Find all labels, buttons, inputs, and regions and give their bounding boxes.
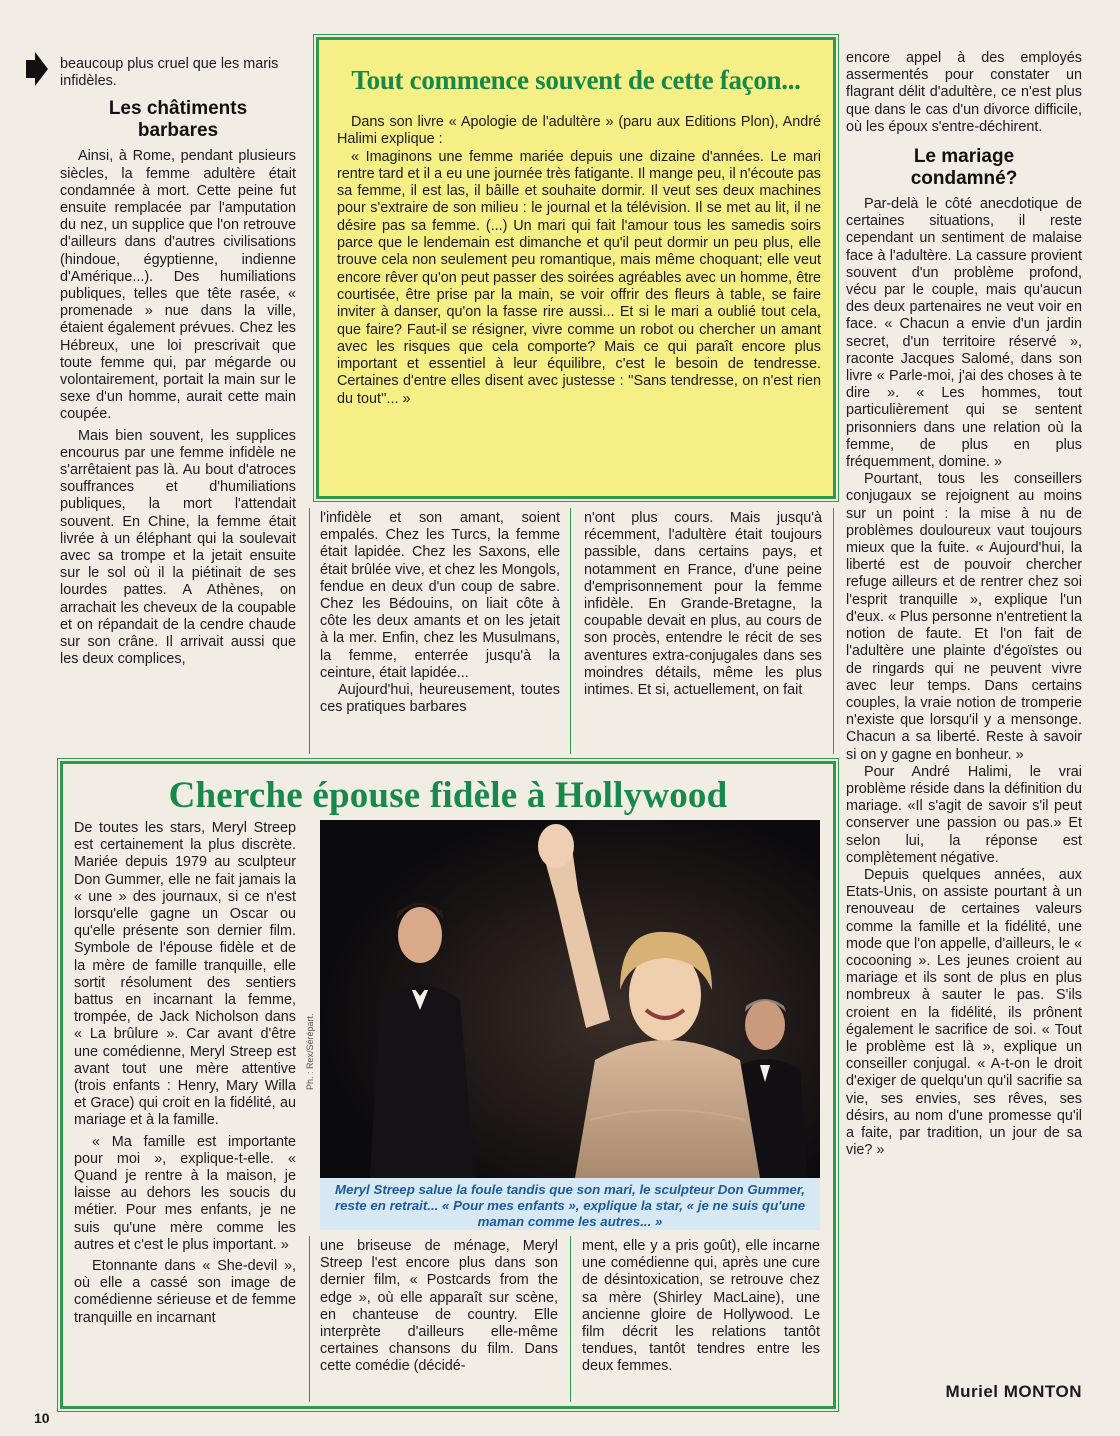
author-signature: Muriel MONTON [945, 1382, 1082, 1401]
column-mid-a-paragraph: Aujourd'hui, heureusement, toutes ces pratiques barbares [320, 682, 560, 716]
sidebar-box-title: Tout commence souvent de cette façon... [351, 65, 801, 95]
column-divider [309, 1236, 310, 1402]
page-number: 10 [34, 1410, 50, 1426]
column-mid-a [320, 510, 560, 754]
sidebar-box-paragraph: « Imaginons une femme mariée depuis une dizaine d'années. Le mari rentre tard et il a eu une journée très fatigante. Il mange peu, il n'écoute pas sa femme, il est las, il bâille et souhaite dormir. Il veut ses deux machines pour s'extraire de son milieu : le journal et la télévision. Il se met au lit, il ne désire pas sa femme. (...) Un mari qui fait l'amour tous les samedis soirs parce que le lendemain est dimanche et qu'il peut dormir un peu plus, elle trouve cela non seulement peu romantique, mais même choquant; elle veut encore rêver qu'on peut passer des soirées agréables avec un homme, être courtisée, être prise par la main, se voir offrir des fleurs à table, se faire inviter à danser, qu'on la fasse rire aussi... Et si le mari a oublié tout cela, que faire? Faut-il se résigner, vivre comme un robot ou chercher un amant avec les risques que cela comporte? Mais ce qui paraît encore plus important et essentiel à leur équilibre, c'est le besoin de tendresse. Certaines d'entre elles disent avec justesse : ''Sans tendresse, on n'est rien du tout''... » [337, 148, 821, 407]
column-right-intro: encore appel à des employés assermentés pour constater un flagrant délit d'adultère, ce n'est plus que dans le cas d'un divorce difficile, où les époux s'entre-déchirent. [846, 50, 1082, 135]
hollywood-paragraph: « Ma famille est importante pour moi », explique-t-elle. « Quand je rentre à la maison, je laisse au dehors les soucis du métier. Pour mes enfants, je ne suis qu'une mère comme les autres et c'est le plus important. » [74, 1133, 296, 1253]
hollywood-column-3 [582, 1238, 820, 1402]
column-mid-b [584, 510, 822, 754]
column-divider [833, 508, 834, 754]
column-mid-a-paragraph: l'infidèle et son amant, soient empalés. Chez les Turcs, la femme était lapidée. Chez les Saxons, elle était brûlée vive, et chez les Mongols, fendue en deux d'un coup de sabre. Chez les Bédouins, on liait côte à côte les deux amants et on les jetait à la mer. Enfin, chez les Musulmans, la femme, enterrée jusqu'à la ceinture, était lapidée... [320, 510, 560, 681]
hollywood-paragraph: De toutes les stars, Meryl Streep est certainement la plus discrète. Mariée depuis 1979 au sculpteur Don Gummer, elle ne fait jamais la « une » des journaux, si ce n'est lorsqu'elle gagne un Oscar ou qu'elle présente son dernier film. Symbole de l'épouse fidèle et de la mère de famille tranquille, elle sortit résolument des sentiers battus en incarnant la femme, trompée, de Jack Nicholson dans « La brûlure ». Car avant d'être une comédienne, Meryl Streep est avant tout une mère attentive (trois enfants : Henry, Mary Willa et Grace) qui croit en la fidélité, au mariage et à la famille. [74, 820, 296, 1129]
column-divider [309, 508, 310, 754]
column-left-intro: beaucoup plus cruel que les maris infidèles. [60, 56, 279, 90]
arrow-right-icon [26, 52, 48, 86]
photo-meryl-streep [320, 820, 820, 1178]
column-right-paragraph: Pour André Halimi, le vrai problème réside dans la définition du mariage. «Il s'agit de savoir s'il peut conserver une passion ou pas.» Et selon lui, la réponse est complètement négative. [846, 763, 1082, 866]
column-right-paragraph: Par-delà le côté anecdotique de certaines situations, il reste cependant un sentiment de malaise face à l'adultère. La cassure provient souvent d'un problème profond, vécu par le couple, mais qu'aucun des deux partenaires ne veut voir en face. « Chacun a envie d'un jardin secret, d'un territoire réservé », raconte Jacques Salomé, dans son livre « Parle-moi, j'ai des choses à te dire ». « Les hommes, tout particulièrement qui se sentent prisonniers dans une relation où la femme, de plus en plus fréquemment, domine. » [846, 196, 1082, 471]
hollywood-paragraph: ment, elle y a pris goût), elle incarne une comédienne qui, après une cure de désintoxication, se retrouve chez sa mère (Shirley MacLaine), une ancienne gloire de Hollywood. Le film décrit les relations tantôt tendues, tantôt tendres entre les deux femmes. [582, 1238, 820, 1375]
subhead-mariage: Le mariage condamné? [910, 146, 1018, 190]
photo-credit: Ph. : Rex/Sérépart. [305, 1013, 315, 1090]
column-right [846, 50, 1082, 1376]
hollywood-box-title: Cherche épouse fidèle à Hollywood [168, 775, 728, 816]
photo-caption: Meryl Streep salue la foule tandis que son mari, le sculpteur Don Gummer, reste en retrait... « Pour mes enfants », explique la star, « je ne suis qu'une maman comme les autres... » [320, 1178, 820, 1230]
column-left [60, 56, 296, 756]
sidebar-box [316, 37, 836, 499]
subhead-chatiments: Les châtiments barbares [108, 98, 248, 142]
hollywood-column-1 [74, 820, 296, 1402]
hollywood-column-2 [320, 1238, 558, 1402]
column-divider [570, 508, 571, 754]
column-left-paragraph: Mais bien souvent, les supplices encourus par une femme infidèle ne s'arrêtaient pas là. Au bout d'atroces souffrances et d'humiliations publiques, la mort l'attendait souvent. En Chine, la femme était livrée à un éléphant qui la soulevait avec sa trompe et la jetait ensuite sur le sol où il la piétinait de ses lourdes pattes. A Athènes, on arrachait les cheveux de la coupable et on répandait de la cendre chaude sur son crâne. Il arrivait aussi que les deux complices, [60, 427, 296, 668]
column-divider [570, 1236, 571, 1402]
column-right-paragraph: Depuis quelques années, aux Etats-Unis, on assiste pourtant à un renouveau de certaines valeurs comme la famille et la fidélité, une mode que l'on appelle, d'ailleurs, le « cocooning ». Les jeunes croient au mariage et ils sont de plus en plus nombreux à sauter le pas. S'ils croient en la fidélité, ils prônent également le sacrifice de soi. « Tout le problème est là », explique un conseiller conjugal. « A-t-on le droit d'exiger de quelqu'un qu'il sacrifie sa vie, ses envies, ses rêves, ses désirs, au nom d'une promesse qu'il a faite, par tradition, un jour de sa vie? » [846, 866, 1082, 1159]
sidebar-box-paragraph: Dans son livre « Apologie de l'adultère » (paru aux Editions Plon), André Halimi explique : [337, 114, 821, 148]
column-mid-b-paragraph: n'ont plus cours. Mais jusqu'à récemment, l'adultère était toujours passible, dans certains pays, et notamment en France, d'une peine d'emprisonnement pour la femme infidèle. En Grande-Bretagne, la coupable devait en plus, au cours de son procès, entendre le récit de ses aventures extra-conjugales dans ses moindres détails, même les plus intimes. Et si, actuellement, on fait [584, 510, 822, 699]
hollywood-paragraph: une briseuse de ménage, Meryl Streep l'est encore plus dans son dernier film, « Postcards from the edge », où elle apparaît sur scène, en chanteuse de country. Elle interprète d'ailleurs elle-même certaines chansons du film. Dans cette comédie (décidé- [320, 1238, 558, 1375]
column-left-paragraph: Ainsi, à Rome, pendant plusieurs siècles, la femme adultère était condamnée à mort. Cette peine fut ensuite remplacée par l'amputation du nez, un supplice que l'on retrouve d'ailleurs dans d'autres civilisations (hindoue, égyptienne, indienne d'Amérique...). Des humiliations publiques, telles que tête rasée, « promenade » nue dans la ville, étaient également prévues. Chez les Hébreux, une loi prescrivait que toute femme qui, par mégarde ou volontairement, portait la main sur le sexe d'un homme, aurait cette main coupée. [60, 148, 296, 423]
sidebar-box-body [337, 114, 821, 408]
hollywood-paragraph: Etonnante dans « She-devil », où elle a cassé son image de comédienne sérieuse et de femme tranquille en incarnant [74, 1258, 296, 1326]
photo-illustration [320, 820, 820, 1178]
column-right-paragraph: Pourtant, tous les conseillers conjugaux se rejoignent au moins sur un point : la mise à nu de problèmes douloureux vaut toujours mieux que la fuite. « Aujourd'hui, la liberté est de pouvoir chercher refuge ailleurs et de rentrer chez soi l'esprit tranquille », explique l'un d'eux. « Plus personne n'entretient la notion de faute. Et l'on fait de l'adultère une plainte d'égoïstes ou de ringards qui ne peuvent vivre avec leur temps. Dans certains couples, la vraie notion de tromperie n'existe que lorsqu'il y a mensonge. Chacun a sa liberté. Reste à savoir si on y gagne en bonheur. » [846, 471, 1082, 763]
